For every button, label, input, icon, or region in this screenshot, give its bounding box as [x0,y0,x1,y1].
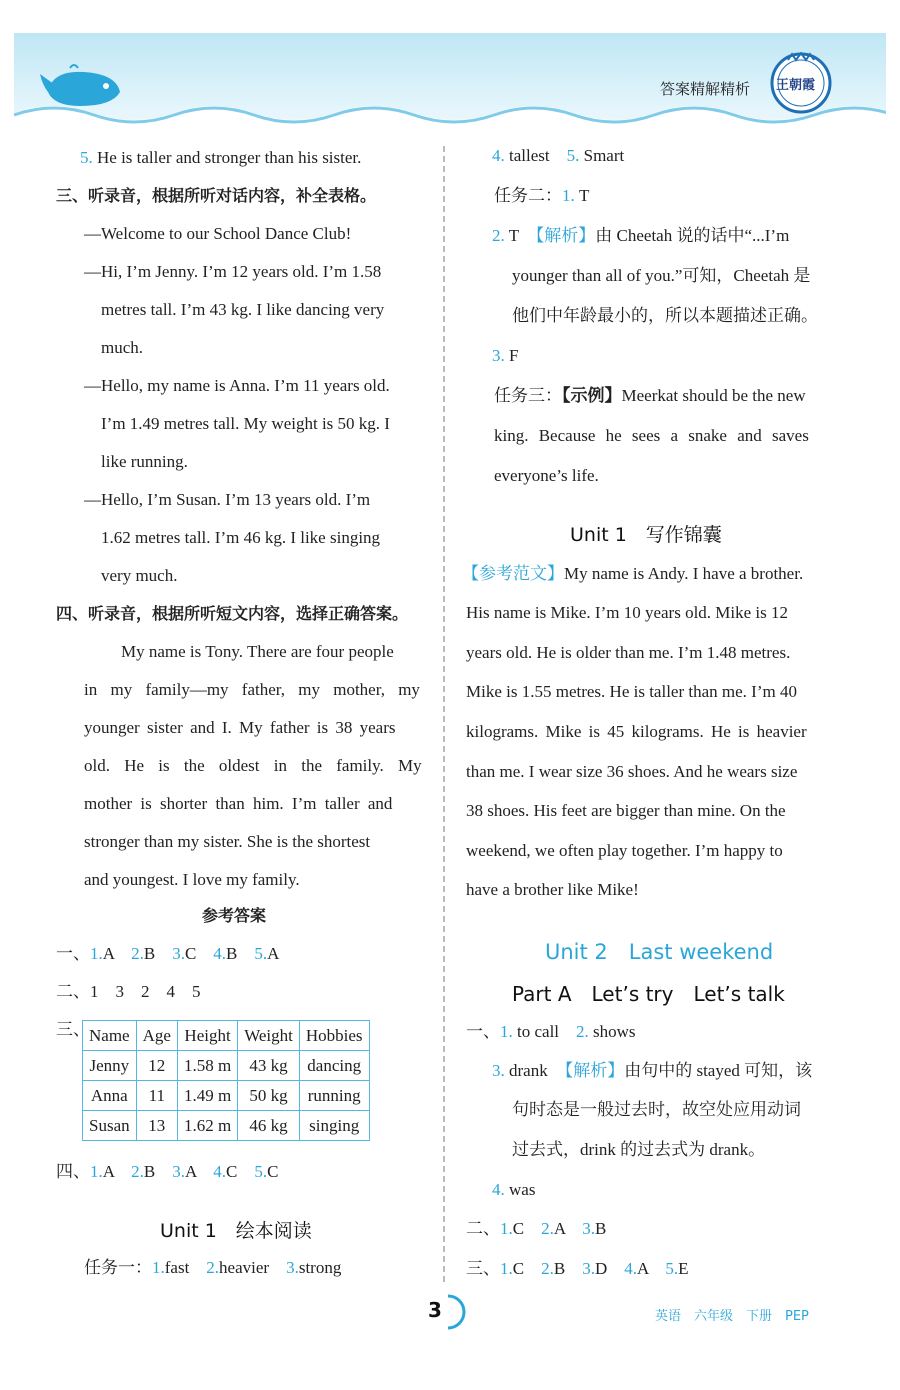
right-line-3: 2. T 【解析】由 Cheetah 说的话中“...I’m [492,226,790,246]
table-cell: dancing [299,1051,369,1081]
table-header-cell: Age [136,1021,177,1051]
unit2-title: Unit 2 Last weekend [545,940,774,964]
q1-row: 一、1. to call 2. shows [466,1022,636,1042]
writing-line-1: 【参考范文】My name is Andy. I have a brother. [462,564,804,584]
q3-row: 3. drank 【解析】由句中的 stayed 可知，该 [492,1061,813,1081]
writing-line: His name is Mike. I’m 10 years old. Mike is 12 [466,603,789,622]
table-header-cell: Hobbies [299,1021,369,1051]
column-divider [443,146,445,1282]
left-line-14: My name is Tony. There are four people [121,642,394,661]
table-cell: 12 [136,1051,177,1081]
left-line-4: —Hi, I’m Jenny. I’m 12 years old. I’m 1.58 [84,262,382,281]
table-cell: 50 kg [238,1081,300,1111]
left-line-19: stronger than my sister. She is the shortest [84,832,371,851]
badge-text: 王朝霞 [776,78,816,93]
answer-row-4: 四、1.A 2.B 3.A 4.C 5.C [56,1162,279,1182]
q4-row: 4. was [492,1180,536,1199]
left-line-12: very much. [101,566,178,585]
answer-row-3-prefix: 三、 [56,1020,90,1040]
page-number: 3 [428,1298,442,1322]
writing-line: weekend, we often play together. I’m happy to [466,841,783,860]
writing-line: have a brother like Mike! [466,880,639,899]
writing-line: years old. He is older than me. I’m 1.48 metres. [466,643,791,662]
writing-line: than me. I wear size 36 shoes. And he wears size [466,762,798,781]
table-header-row [83,1021,370,1051]
table-cell: 11 [136,1081,177,1111]
table-cell: 46 kg [238,1111,300,1141]
q5-row: 二、1.C 2.A 3.B [466,1219,607,1239]
answer-row-2: 二、1 3 2 4 5 [56,982,201,1002]
left-line-16: younger sister and I. My father is 38 years [84,718,396,737]
left-line-8: I’m 1.49 metres tall. My weight is 50 kg. I [101,414,390,433]
unit1-writing-title: Unit 1 写作锦囊 [570,524,722,546]
left-line-11: 1.62 metres tall. I’m 46 kg. I like singing [101,528,381,547]
section-3-heading: 三、听录音，根据所听对话内容，补全表格。 [56,186,377,205]
writing-line: 38 shoes. His feet are bigger than mine. On the [466,801,786,820]
table-cell: 13 [136,1111,177,1141]
table-cell: 1.49 m [177,1081,237,1111]
left-line-3: —Welcome to our School Dance Club! [84,224,352,243]
left-line-1: 5. He is taller and stronger than his sister. [80,148,362,167]
table-header-cell: Height [177,1021,237,1051]
task-3-row: 任务三：【示例】Meerkat should be the new [494,386,806,406]
whale-icon [40,62,126,110]
left-line-6: much. [101,338,144,357]
table-header-cell: Weight [238,1021,300,1051]
q3-line-2: 句时态是一般过去时，故空处应用动词 [512,1100,801,1119]
table-cell: running [299,1081,369,1111]
right-line-4: younger than all of you.”可知，Cheetah 是 [512,266,811,285]
table-cell: Jenny [83,1051,137,1081]
table-row [83,1111,370,1141]
section-4-heading: 四、听录音，根据所听短文内容，选择正确答案。 [56,604,409,623]
left-line-20: and youngest. I love my family. [84,870,300,889]
unit1-reading-title: Unit 1 绘本阅读 [160,1220,312,1242]
left-line-15: in my family—my father, my mother, my [84,680,420,699]
table-cell: Susan [83,1111,137,1141]
left-line-5: metres tall. I’m 43 kg. I like dancing very [101,300,385,319]
footer-label: 英语 六年级 下册 PEP [655,1309,809,1324]
left-line-7: —Hello, my name is Anna. I’m 11 years old. [84,376,390,395]
right-line-5: 他们中年龄最小的，所以本题描述正确。 [512,306,818,325]
right-line-8: king. Because he sees a snake and saves [494,426,809,445]
right-line-6: 3. F [492,346,519,365]
task-1-row: 任务一：1.fast 2.heavier 3.strong [84,1258,342,1278]
header-title: 答案精解精析 [660,80,751,98]
left-line-18: mother is shorter than him. I’m taller and [84,794,393,813]
table-row [83,1051,370,1081]
left-line-10: —Hello, I’m Susan. I’m 13 years old. I’m [84,490,371,509]
page-number-arc-icon [418,1292,468,1332]
table-cell: 1.62 m [177,1111,237,1141]
right-line-9: everyone’s life. [494,466,599,485]
answer-row-1: 一、1.A 2.B 3.C 4.B 5.A [56,944,280,964]
wave-decoration [14,95,886,135]
answer-table [82,1020,370,1141]
q6-row: 三、1.C 2.B 3.D 4.A 5.E [466,1259,689,1279]
writing-line: kilograms. Mike is 45 kilograms. He is heavier [466,722,807,741]
left-line-17: old. He is the oldest in the family. My [84,756,422,775]
table-cell: Anna [83,1081,137,1111]
table-cell: singing [299,1111,369,1141]
table-row [83,1081,370,1111]
table-cell: 1.58 m [177,1051,237,1081]
q3-line-3: 过去式，drink 的过去式为 drank。 [512,1140,766,1159]
answers-title: 参考答案 [202,906,267,925]
left-line-9: like running. [101,452,188,471]
part-a-title: Part A Let’s try Let’s talk [512,982,785,1006]
table-header-cell: Name [83,1021,137,1051]
task-2-row: 任务二：1. T [494,186,590,206]
writing-line: Mike is 1.55 metres. He is taller than me. I’m 40 [466,682,797,701]
right-line-1: 4. tallest 5. Smart [492,146,625,165]
table-cell: 43 kg [238,1051,300,1081]
